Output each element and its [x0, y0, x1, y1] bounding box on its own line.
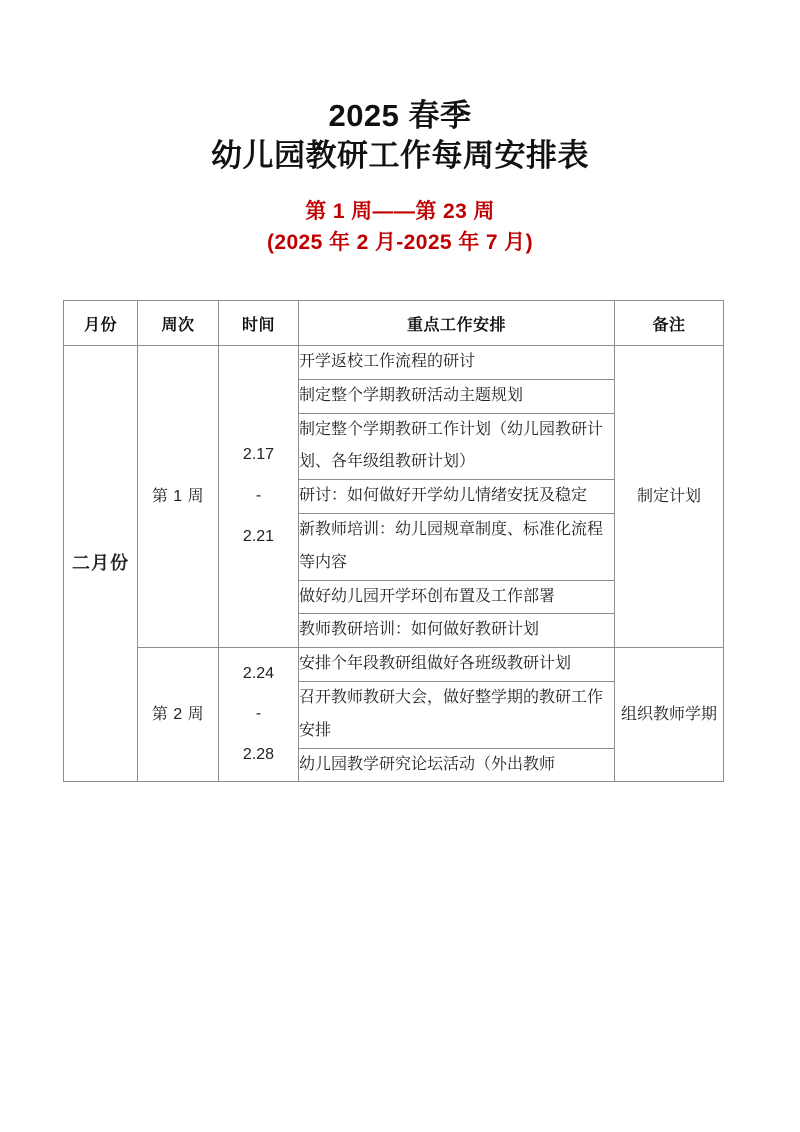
task-cell: 制定整个学期教研工作计划（幼儿园教研计划、各年级组教研计划） [299, 413, 615, 480]
task-cell: 教师教研培训：如何做好教研计划 [299, 614, 615, 648]
schedule-table [63, 300, 724, 782]
column-header-time: 时间 [219, 301, 299, 346]
month-cell: 二月份 [64, 346, 138, 782]
time-separator: - [255, 487, 262, 505]
page-title-line-2: 幼儿园教研工作每周安排表 [211, 137, 589, 173]
task-cell: 做好幼儿园开学环创布置及工作部署 [299, 580, 615, 614]
column-header-week: 周次 [138, 301, 219, 346]
page-subtitle-line-1: 第 1 周——第 23 周 [305, 200, 495, 224]
task-cell: 开学返校工作流程的研讨 [299, 346, 615, 380]
remark-cell: 制定计划 [615, 346, 724, 648]
time-end: 2.28 [242, 746, 275, 764]
document-subtitle-block [0, 197, 800, 258]
column-header-month: 月份 [64, 301, 138, 346]
schedule-table-wrapper [63, 300, 723, 782]
task-cell: 新教师培训：幼儿园规章制度、标准化流程等内容 [299, 513, 615, 580]
time-separator: - [255, 705, 262, 723]
task-cell: 研讨：如何做好开学幼儿情绪安抚及稳定 [299, 480, 615, 514]
table-header-row [64, 301, 724, 346]
page-subtitle-line-2: (2025 年 2 月-2025 年 7 月) [267, 230, 533, 254]
remark-cell: 组织教师学期 [615, 648, 724, 782]
table-row [64, 346, 724, 380]
task-cell: 制定整个学期教研活动主题规划 [299, 379, 615, 413]
table-row [64, 648, 724, 682]
week-cell: 第 1 周 [138, 346, 219, 648]
column-header-remark: 备注 [615, 301, 724, 346]
week-cell: 第 2 周 [138, 648, 219, 782]
time-cell [219, 346, 299, 648]
time-cell [219, 648, 299, 782]
table-body [64, 346, 724, 782]
task-cell: 安排个年段教研组做好各班级教研计划 [299, 648, 615, 682]
table-header [64, 301, 724, 346]
time-start: 2.17 [242, 446, 275, 464]
document-title-block [0, 0, 800, 175]
page-title-line-1: 2025 春季 [328, 98, 472, 133]
task-cell: 幼儿园教学研究论坛活动（外出教师 [299, 748, 615, 782]
time-end: 2.21 [242, 527, 275, 545]
time-start: 2.24 [242, 664, 275, 682]
column-header-task: 重点工作安排 [299, 301, 615, 346]
task-cell: 召开教师教研大会，做好整学期的教研工作安排 [299, 681, 615, 748]
